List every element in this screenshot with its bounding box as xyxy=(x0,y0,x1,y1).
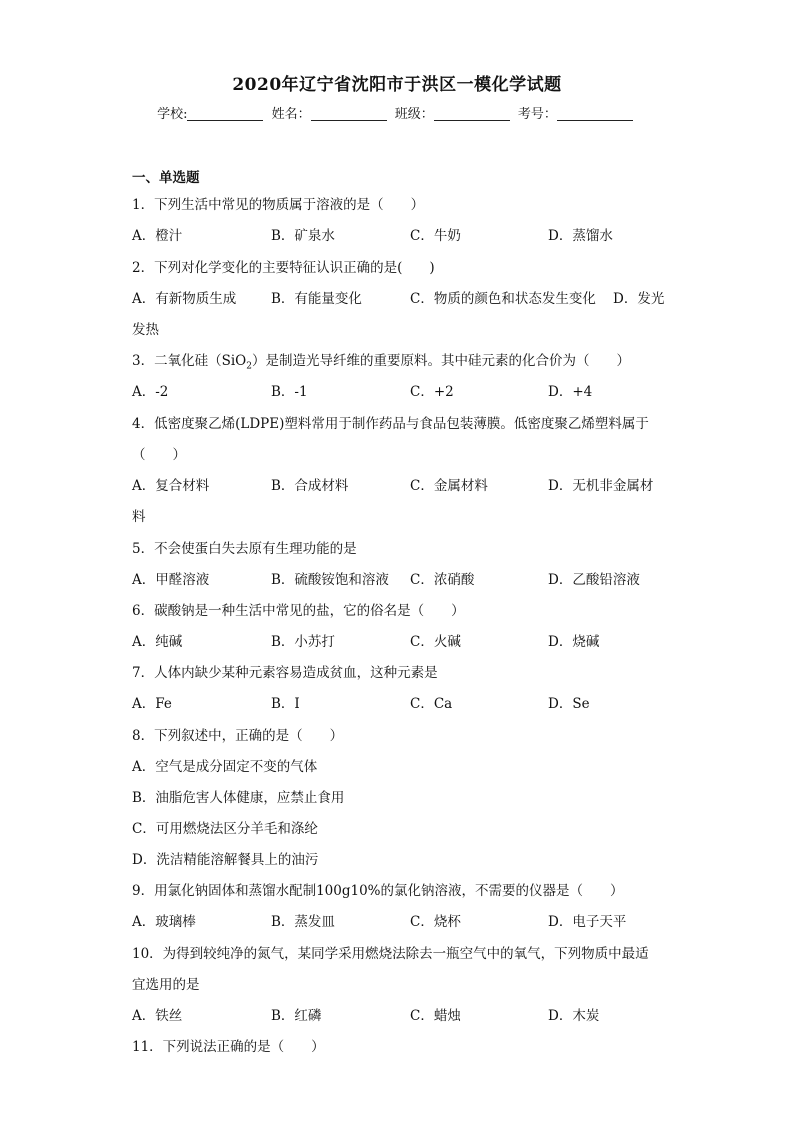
name-blank[interactable] xyxy=(311,106,387,121)
question-7-option-d: D．Se xyxy=(548,696,590,712)
question-10-stem-continued: 宜选用的是 xyxy=(132,977,200,993)
question-9-option-d: D．电子天平 xyxy=(548,914,627,930)
question-3-stem-start: 3．二氧化硅（SiO xyxy=(132,353,247,369)
page-title: 2020年辽宁省沈阳市于洪区一模化学试题 xyxy=(232,75,562,95)
question-3-stem xyxy=(132,349,630,372)
question-5-option-a: A．甲醛溶液 xyxy=(132,572,210,588)
question-6-option-c: C．火碱 xyxy=(410,634,461,650)
question-1-stem: 1．下列生活中常见的物质属于溶液的是（ ） xyxy=(132,197,425,213)
exam-number-blank[interactable] xyxy=(557,106,633,121)
section-heading: 一、单选题 xyxy=(132,170,200,186)
question-2-option-d: D．发光 xyxy=(613,291,665,307)
question-6-option-a: A．纯碱 xyxy=(132,634,183,650)
school-label: 学校: xyxy=(157,107,188,122)
question-6-stem: 6．碳酸钠是一种生活中常见的盐，它的俗名是（ ） xyxy=(132,603,465,619)
question-3-stem-end: ）是制造光导纤维的重要原料。其中硅元素的化合价为（ ） xyxy=(251,353,630,369)
question-4-option-d: D．无机非金属材 xyxy=(548,478,654,494)
question-4-stem-continued: （ ） xyxy=(132,447,186,463)
question-7-option-c: C．Ca xyxy=(410,696,453,712)
student-info-line xyxy=(0,103,794,122)
question-10-option-b: B．红磷 xyxy=(271,1008,322,1024)
question-5-option-c: C．浓硝酸 xyxy=(410,572,475,588)
question-2-option-c: C．物质的颜色和状态发生变化 xyxy=(410,291,596,307)
question-8-stem: 8．下列叙述中，正确的是（ ） xyxy=(132,728,344,744)
question-7-option-b: B．I xyxy=(271,696,300,712)
name-label: 姓名： xyxy=(271,107,311,122)
question-9-option-a: A．玻璃棒 xyxy=(132,914,196,930)
class-label: 班级： xyxy=(394,107,434,122)
question-4-option-d-continued: 料 xyxy=(132,509,146,525)
question-8-option-c: C．可用燃烧法区分羊毛和涤纶 xyxy=(132,821,318,837)
question-1-option-a: A．橙汁 xyxy=(132,228,183,244)
school-blank[interactable] xyxy=(187,106,263,121)
question-11-stem: 11．下列说法正确的是（ ） xyxy=(132,1039,325,1055)
question-6-option-d: D．烧碱 xyxy=(548,634,600,650)
question-10-option-d: D．木炭 xyxy=(548,1008,600,1024)
question-10-option-a: A．铁丝 xyxy=(132,1008,183,1024)
question-6-option-b: B．小苏打 xyxy=(271,634,335,650)
question-3-option-d: D．+4 xyxy=(548,384,593,400)
question-9-option-b: B．蒸发皿 xyxy=(271,914,335,930)
question-5-stem: 5．不会使蛋白失去原有生理功能的是 xyxy=(132,541,357,557)
question-4-stem: 4．低密度聚乙烯(LDPE)塑料常用于制作药品与食品包装薄膜。低密度聚乙烯塑料属于 xyxy=(132,416,649,432)
question-2-option-a: A．有新物质生成 xyxy=(132,291,237,307)
question-2-option-b: B．有能量变化 xyxy=(271,291,362,307)
question-8-option-b: B．油脂危害人体健康，应禁止食用 xyxy=(132,790,345,806)
question-4-option-a: A．复合材料 xyxy=(132,478,210,494)
question-8-option-a: A．空气是成分固定不变的气体 xyxy=(132,759,318,775)
question-9-option-c: C．烧杯 xyxy=(410,914,461,930)
question-1-option-c: C．牛奶 xyxy=(410,228,461,244)
question-7-stem: 7．人体内缺少某种元素容易造成贫血，这种元素是 xyxy=(132,665,438,681)
question-1-option-b: B．矿泉水 xyxy=(271,228,335,244)
question-7-option-a: A．Fe xyxy=(132,696,172,712)
question-10-option-c: C．蜡烛 xyxy=(410,1008,461,1024)
question-2-option-d-continued: 发热 xyxy=(132,322,159,338)
question-5-option-d: D．乙酸铅溶液 xyxy=(548,572,640,588)
question-5-option-b: B．硫酸铵饱和溶液 xyxy=(271,572,389,588)
question-3-subscript: 2 xyxy=(246,361,252,372)
question-4-option-c: C．金属材料 xyxy=(410,478,488,494)
question-3-option-a: A．-2 xyxy=(132,384,169,400)
class-blank[interactable] xyxy=(434,106,510,121)
question-10-stem: 10．为得到较纯净的氮气，某同学采用燃烧法除去一瓶空气中的氧气，下列物质中最适 xyxy=(132,946,649,962)
question-1-option-d: D．蒸馏水 xyxy=(548,228,613,244)
question-3-option-c: C．+2 xyxy=(410,384,454,400)
question-3-option-b: B．-1 xyxy=(271,384,308,400)
question-4-option-b: B．合成材料 xyxy=(271,478,349,494)
question-8-option-d: D．洗洁精能溶解餐具上的油污 xyxy=(132,852,319,868)
exam-number-label: 考号： xyxy=(517,107,557,122)
question-2-stem: 2．下列对化学变化的主要特征认识正确的是( ) xyxy=(132,260,435,276)
question-9-stem: 9．用氯化钠固体和蒸馏水配制100g10%的氯化钠溶液，不需要的仪器是（ ） xyxy=(132,883,624,899)
